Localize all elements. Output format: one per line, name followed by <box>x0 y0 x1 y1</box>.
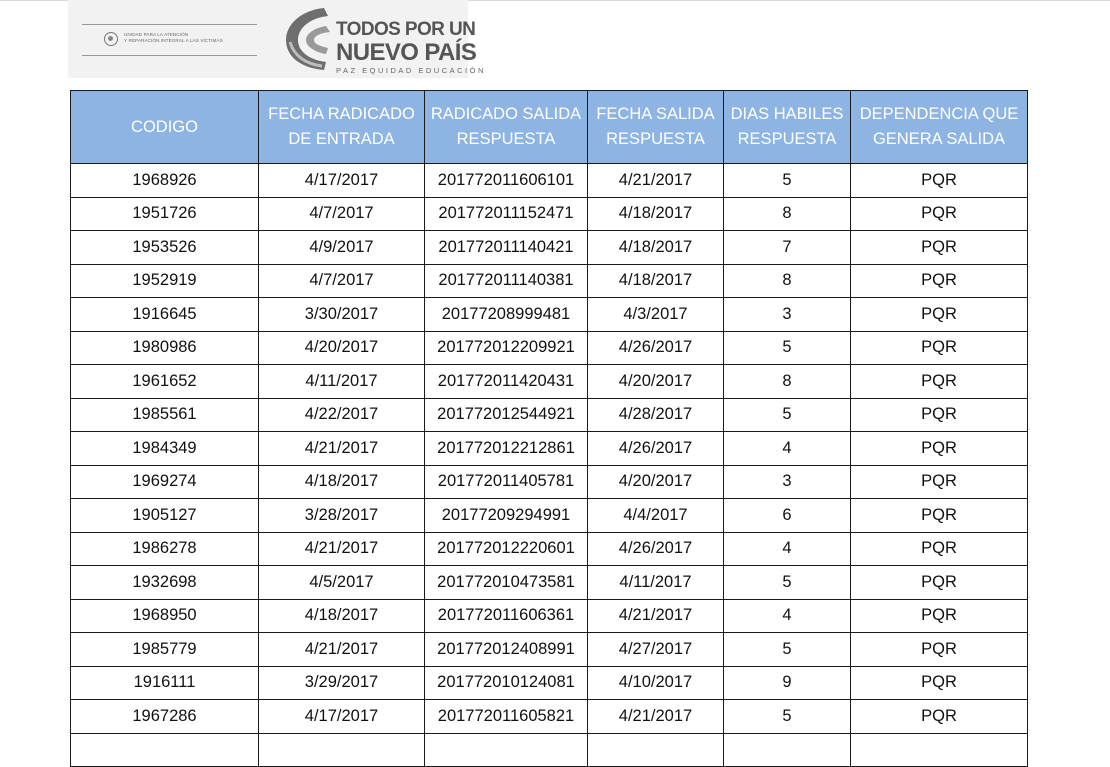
cell-codigo: 1984349 <box>71 432 259 466</box>
cell-fecha-salida: 4/20/2017 <box>588 465 724 499</box>
cell-codigo: 1985561 <box>71 398 259 432</box>
cell-codigo: 1961652 <box>71 365 259 399</box>
cell-radicado-salida: 201772010124081 <box>425 666 588 700</box>
cell-fecha-entrada: 4/18/2017 <box>259 465 425 499</box>
table-row <box>71 264 1028 298</box>
cell-fecha-entrada: 4/7/2017 <box>259 197 425 231</box>
cell-radicado-salida: 201772011606361 <box>425 599 588 633</box>
cell-radicado-salida: 201772012220601 <box>425 532 588 566</box>
cell-dependencia: PQR <box>851 398 1028 432</box>
cell-dias-habiles: 4 <box>724 432 851 466</box>
cell-fecha-entrada: 4/17/2017 <box>259 700 425 734</box>
cell-fecha-salida: 4/11/2017 <box>588 566 724 600</box>
cell-dependencia: PQR <box>851 331 1028 365</box>
cell-fecha-entrada: 3/29/2017 <box>259 666 425 700</box>
table-row <box>71 398 1028 432</box>
unidad-name <box>124 32 223 44</box>
cell-fecha-salida: 4/18/2017 <box>588 197 724 231</box>
cell-radicado-salida: 201772011405781 <box>425 465 588 499</box>
cell-dependencia: PQR <box>851 365 1028 399</box>
cell-dependencia: PQR <box>851 700 1028 734</box>
cell-dias-habiles: 5 <box>724 633 851 667</box>
header-fecha-radicado-entrada: FECHA RADICADO DE ENTRADA <box>259 91 425 164</box>
cell-radicado-salida: 201772012209921 <box>425 331 588 365</box>
cell-fecha-entrada: 3/28/2017 <box>259 499 425 533</box>
cell-fecha-salida: 4/26/2017 <box>588 432 724 466</box>
cell-dias-habiles: 3 <box>724 298 851 332</box>
cell-dependencia: PQR <box>851 599 1028 633</box>
cell-fecha-salida: 4/26/2017 <box>588 331 724 365</box>
cell-fecha-entrada: 4/9/2017 <box>259 231 425 265</box>
cell-codigo: 1980986 <box>71 331 259 365</box>
todos-por-un-nuevo-pais-logo <box>280 4 486 75</box>
table-row <box>71 666 1028 700</box>
table-row <box>71 633 1028 667</box>
table-row <box>71 599 1028 633</box>
table-row <box>71 331 1028 365</box>
table-row <box>71 231 1028 265</box>
cell-fecha-salida: 4/21/2017 <box>588 599 724 633</box>
cell-codigo: 1968926 <box>71 164 259 198</box>
cell-dias-habiles: 3 <box>724 465 851 499</box>
cell-fecha-salida: 4/18/2017 <box>588 264 724 298</box>
cell-codigo: 1951726 <box>71 197 259 231</box>
cell-dias-habiles: 6 <box>724 499 851 533</box>
cell-dependencia: PQR <box>851 465 1028 499</box>
table-row <box>71 432 1028 466</box>
header-radicado-salida-respuesta: RADICADO SALIDA RESPUESTA <box>425 91 588 164</box>
cell-dias-habiles <box>724 733 851 767</box>
cell-fecha-salida: 4/21/2017 <box>588 164 724 198</box>
cell-codigo: 1985779 <box>71 633 259 667</box>
cell-fecha-entrada: 4/21/2017 <box>259 532 425 566</box>
table-header-row <box>71 91 1028 164</box>
cell-codigo: 1968950 <box>71 599 259 633</box>
cell-dias-habiles: 8 <box>724 365 851 399</box>
cell-dependencia: PQR <box>851 197 1028 231</box>
cell-dias-habiles: 8 <box>724 197 851 231</box>
cell-codigo: 1932698 <box>71 566 259 600</box>
cell-fecha-entrada: 3/30/2017 <box>259 298 425 332</box>
cell-radicado-salida: 201772012408991 <box>425 633 588 667</box>
header-dependencia-genera-salida: DEPENDENCIA QUE GENERA SALIDA <box>851 91 1028 164</box>
logo-top-rule <box>82 24 257 25</box>
table-row <box>71 532 1028 566</box>
table-row <box>71 733 1028 767</box>
table-row <box>71 365 1028 399</box>
header-fecha-salida-respuesta: FECHA SALIDA RESPUESTA <box>588 91 724 164</box>
slogan-line-2: NUEVO PAÍS <box>336 39 477 66</box>
cell-radicado-salida: 201772012544921 <box>425 398 588 432</box>
cell-radicado-salida: 20177209294991 <box>425 499 588 533</box>
cell-fecha-salida: 4/27/2017 <box>588 633 724 667</box>
cell-fecha-entrada <box>259 733 425 767</box>
cell-dias-habiles: 4 <box>724 599 851 633</box>
cell-dependencia: PQR <box>851 532 1028 566</box>
table-row <box>71 700 1028 734</box>
header-codigo: CODIGO <box>71 91 259 164</box>
cell-dias-habiles: 4 <box>724 532 851 566</box>
cell-dependencia <box>851 733 1028 767</box>
cell-dias-habiles: 5 <box>724 700 851 734</box>
unidad-line-1: UNIDAD PARA LA ATENCIÓN <box>124 32 189 37</box>
cell-fecha-entrada: 4/20/2017 <box>259 331 425 365</box>
table-body <box>71 164 1028 767</box>
unidad-victimas-logo <box>82 24 257 56</box>
cell-radicado-salida: 201772011140381 <box>425 264 588 298</box>
cell-fecha-salida: 4/26/2017 <box>588 532 724 566</box>
cell-radicado-salida <box>425 733 588 767</box>
cell-dependencia: PQR <box>851 666 1028 700</box>
table-row <box>71 499 1028 533</box>
cell-radicado-salida: 201772011606101 <box>425 164 588 198</box>
cell-dias-habiles: 9 <box>724 666 851 700</box>
cell-radicado-salida: 201772011140421 <box>425 231 588 265</box>
slogan <box>336 20 486 75</box>
cell-dependencia: PQR <box>851 499 1028 533</box>
cell-codigo: 1953526 <box>71 231 259 265</box>
cell-fecha-salida <box>588 733 724 767</box>
slogan-line-3: PAZ EQUIDAD EDUCACIÓN <box>336 66 486 75</box>
cell-dependencia: PQR <box>851 633 1028 667</box>
cell-fecha-salida: 4/20/2017 <box>588 365 724 399</box>
cell-dias-habiles: 5 <box>724 331 851 365</box>
cell-radicado-salida: 201772011152471 <box>425 197 588 231</box>
table-row <box>71 298 1028 332</box>
logo-bottom-rule <box>82 55 257 56</box>
header-dias-habiles-respuesta: DIAS HABILES RESPUESTA <box>724 91 851 164</box>
cell-dependencia: PQR <box>851 264 1028 298</box>
cell-fecha-entrada: 4/22/2017 <box>259 398 425 432</box>
unidad-line-2: Y REPARACIÓN INTEGRAL A LAS VÍCTIMAS <box>124 38 223 43</box>
cell-dias-habiles: 5 <box>724 398 851 432</box>
cell-fecha-salida: 4/10/2017 <box>588 666 724 700</box>
cell-fecha-entrada: 4/7/2017 <box>259 264 425 298</box>
cell-dias-habiles: 5 <box>724 164 851 198</box>
cell-codigo: 1986278 <box>71 532 259 566</box>
cell-radicado-salida: 201772011605821 <box>425 700 588 734</box>
cell-dependencia: PQR <box>851 298 1028 332</box>
cell-codigo: 1916645 <box>71 298 259 332</box>
cell-dias-habiles: 7 <box>724 231 851 265</box>
cell-fecha-salida: 4/4/2017 <box>588 499 724 533</box>
cell-radicado-salida: 20177208999481 <box>425 298 588 332</box>
cell-codigo: 1969274 <box>71 465 259 499</box>
cell-codigo: 1916111 <box>71 666 259 700</box>
cell-fecha-entrada: 4/21/2017 <box>259 432 425 466</box>
table-row <box>71 465 1028 499</box>
cell-codigo <box>71 733 259 767</box>
nuevo-pais-swoosh-icon <box>280 4 336 74</box>
table-row <box>71 197 1028 231</box>
cell-dependencia: PQR <box>851 231 1028 265</box>
cell-codigo: 1952919 <box>71 264 259 298</box>
responses-table <box>70 90 1028 767</box>
cell-fecha-salida: 4/3/2017 <box>588 298 724 332</box>
cell-dependencia: PQR <box>851 432 1028 466</box>
cell-fecha-entrada: 4/5/2017 <box>259 566 425 600</box>
cell-fecha-salida: 4/21/2017 <box>588 700 724 734</box>
cell-fecha-entrada: 4/18/2017 <box>259 599 425 633</box>
cell-dependencia: PQR <box>851 164 1028 198</box>
cell-fecha-entrada: 4/11/2017 <box>259 365 425 399</box>
cell-fecha-entrada: 4/21/2017 <box>259 633 425 667</box>
table-row <box>71 164 1028 198</box>
cell-fecha-entrada: 4/17/2017 <box>259 164 425 198</box>
cell-dias-habiles: 8 <box>724 264 851 298</box>
cell-radicado-salida: 201772012212861 <box>425 432 588 466</box>
cell-dias-habiles: 5 <box>724 566 851 600</box>
table-row <box>71 566 1028 600</box>
cell-fecha-salida: 4/18/2017 <box>588 231 724 265</box>
cell-codigo: 1967286 <box>71 700 259 734</box>
slogan-line-1: TODOS POR UN <box>336 19 476 40</box>
coat-of-arms-icon <box>104 32 118 46</box>
cell-fecha-salida: 4/28/2017 <box>588 398 724 432</box>
cell-radicado-salida: 201772011420431 <box>425 365 588 399</box>
cell-dependencia: PQR <box>851 566 1028 600</box>
cell-codigo: 1905127 <box>71 499 259 533</box>
cell-radicado-salida: 201772010473581 <box>425 566 588 600</box>
document-header <box>68 0 486 78</box>
